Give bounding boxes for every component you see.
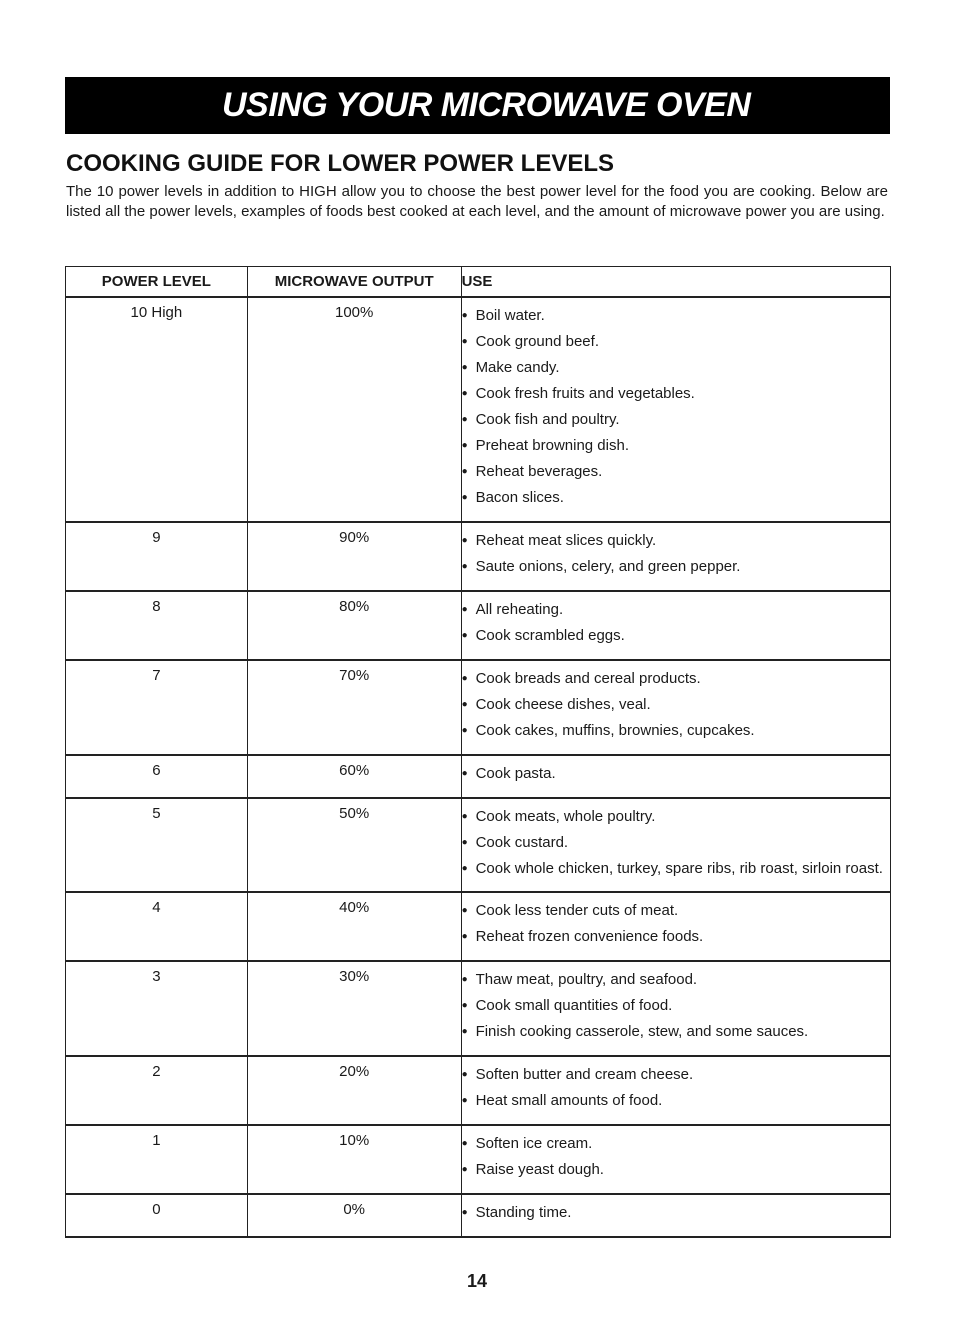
use-list — [462, 1062, 890, 1124]
use-cell — [461, 297, 890, 522]
use-list — [462, 666, 890, 754]
use-item: ● Cook meats, whole poultry. — [462, 804, 890, 830]
power-level-cell: 9 — [66, 522, 248, 591]
use-cell — [461, 660, 890, 755]
use-list — [462, 761, 890, 797]
use-item: ● Raise yeast dough. — [462, 1157, 890, 1183]
use-item: ● Cook cheese dishes, veal. — [462, 692, 890, 718]
use-cell — [461, 1125, 890, 1194]
power-level-cell: 5 — [66, 798, 248, 892]
use-item: ● Cook less tender cuts of meat. — [462, 898, 890, 924]
use-item: ● Cook ground beef. — [462, 329, 890, 355]
table-row — [66, 1194, 891, 1237]
microwave-output-cell: 20% — [247, 1056, 461, 1125]
use-item: ● Cook small quantities of food. — [462, 993, 890, 1019]
use-item: ● Reheat frozen convenience foods. — [462, 924, 890, 950]
use-item: ● Thaw meat, poultry, and seafood. — [462, 967, 890, 993]
power-level-cell: 7 — [66, 660, 248, 755]
use-cell — [461, 1056, 890, 1125]
use-item: ● Reheat meat slices quickly. — [462, 528, 890, 554]
use-item: ● Make candy. — [462, 355, 890, 381]
use-cell — [461, 892, 890, 961]
use-item: ● Saute onions, celery, and green pepper. — [462, 554, 890, 580]
use-cell — [461, 1194, 890, 1237]
microwave-output-cell: 0% — [247, 1194, 461, 1237]
microwave-output-cell: 70% — [247, 660, 461, 755]
table-row — [66, 755, 891, 798]
table-row — [66, 961, 891, 1056]
use-cell — [461, 961, 890, 1056]
intro-paragraph: The 10 power levels in addition to HIGH allow you to choose the best power level for the food you are cooking. Below are listed all the power levels, examples of foods best cooked at each level, and the amount of microwave power you are using. — [66, 183, 888, 220]
use-item: ● Cook fish and poultry. — [462, 407, 890, 433]
table-body — [66, 297, 891, 1237]
microwave-output-cell: 100% — [247, 297, 461, 522]
use-item: ● All reheating. — [462, 597, 890, 623]
microwave-output-cell: 80% — [247, 591, 461, 660]
use-list — [462, 303, 890, 521]
microwave-output-cell: 30% — [247, 961, 461, 1056]
use-item: ● Soften butter and cream cheese. — [462, 1062, 890, 1088]
use-list — [462, 804, 890, 891]
use-list — [462, 528, 890, 590]
power-level-cell: 4 — [66, 892, 248, 961]
column-header-microwave-output: MICROWAVE OUTPUT — [247, 267, 461, 298]
use-list — [462, 597, 890, 659]
use-list — [462, 898, 890, 960]
power-level-cell: 0 — [66, 1194, 248, 1237]
use-item: ● Finish cooking casserole, stew, and some sauces. — [462, 1019, 890, 1045]
page-number: 14 — [466, 1271, 488, 1291]
power-level-cell: 6 — [66, 755, 248, 798]
power-level-cell: 8 — [66, 591, 248, 660]
use-item: ● Cook custard. — [462, 830, 890, 856]
microwave-output-cell: 10% — [247, 1125, 461, 1194]
table-row — [66, 1125, 891, 1194]
table-row — [66, 591, 891, 660]
header-banner — [65, 77, 890, 134]
microwave-output-cell: 90% — [247, 522, 461, 591]
table-row — [66, 892, 891, 961]
use-item: ● Preheat browning dish. — [462, 433, 890, 459]
column-header-use: USE — [461, 267, 890, 298]
microwave-output-cell: 40% — [247, 892, 461, 961]
use-item: ● Cook breads and cereal products. — [462, 666, 890, 692]
use-item: ● Cook fresh fruits and vegetables. — [462, 381, 890, 407]
table-row — [66, 522, 891, 591]
use-item: ● Cook cakes, muffins, brownies, cupcakes. — [462, 718, 890, 744]
use-item: ● Soften ice cream. — [462, 1131, 890, 1157]
power-level-cell: 1 — [66, 1125, 248, 1194]
power-level-cell: 10 High — [66, 297, 248, 522]
use-cell — [461, 755, 890, 798]
table-row — [66, 660, 891, 755]
power-level-cell: 2 — [66, 1056, 248, 1125]
power-level-cell: 3 — [66, 961, 248, 1056]
use-cell — [461, 798, 890, 892]
use-item: ● Cook pasta. — [462, 761, 890, 787]
use-item: ● Heat small amounts of food. — [462, 1088, 890, 1114]
page-title: USING YOUR MICROWAVE OVEN — [222, 86, 751, 124]
use-list — [462, 967, 890, 1055]
table-row — [66, 1056, 891, 1125]
use-list — [462, 1131, 890, 1193]
column-header-power-level: POWER LEVEL — [66, 267, 248, 298]
use-item: ● Reheat beverages. — [462, 459, 890, 485]
use-item: ● Cook whole chicken, turkey, spare ribs, rib roast, sirloin roast. — [462, 856, 890, 881]
microwave-output-cell: 50% — [247, 798, 461, 892]
table-header-row — [66, 267, 891, 298]
section-title: COOKING GUIDE FOR LOWER POWER LEVELS — [66, 150, 615, 177]
use-cell — [461, 591, 890, 660]
use-list — [462, 1200, 890, 1236]
microwave-output-cell: 60% — [247, 755, 461, 798]
use-item: ● Standing time. — [462, 1200, 890, 1226]
table-row — [66, 798, 891, 892]
table-row — [66, 297, 891, 522]
power-level-table — [65, 266, 891, 1238]
use-item: ● Cook scrambled eggs. — [462, 623, 890, 649]
use-item: ● Bacon slices. — [462, 485, 890, 511]
use-cell — [461, 522, 890, 591]
use-item: ● Boil water. — [462, 303, 890, 329]
